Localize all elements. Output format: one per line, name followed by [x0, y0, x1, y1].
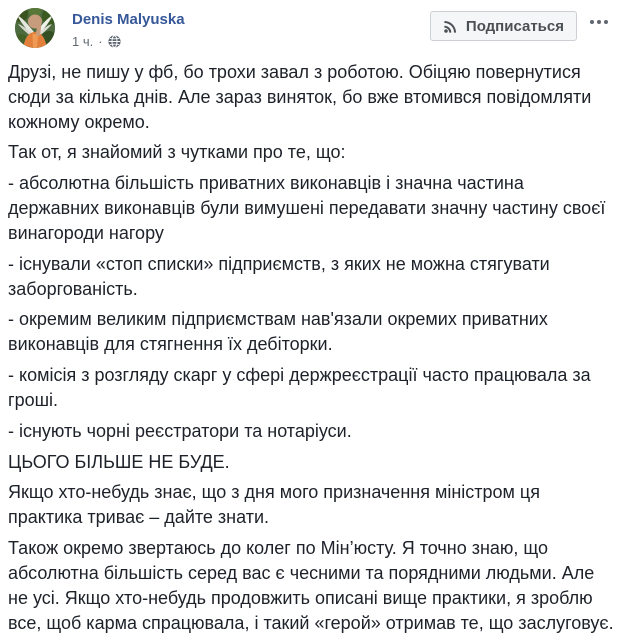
more-options-button[interactable]: [588, 11, 610, 33]
post-subline: [72, 34, 430, 49]
post-paragraph: - окремим великим підприємствам нав'язали окремих приватних виконавців для стягнення їх дебіторки.: [8, 309, 548, 355]
header-actions: [430, 8, 610, 41]
post-paragraph: Також окремо звертаюсь до колег по Мін’юсту. Я точно знаю, що абсолютна більшість серед вас є чесними та порядними людьми. Але не усі. Якщо хто-небудь продовжить описані вище практики, я зроблю все, щоб карма спрацювала, і такий «герой» отримав те, що заслуговує.: [8, 538, 614, 633]
post-paragraph: - існували «стоп списки» підприємств, з яких не можна стягувати заборгованість.: [8, 253, 550, 299]
timestamp[interactable]: 1 ч.: [72, 34, 94, 49]
post-paragraph: - комісія з розгляду скарг у сфері держреєстрації часто працювала за гроші.: [8, 365, 591, 410]
post-paragraph: Так от, я знайомий з чутками про те, що:: [8, 142, 346, 163]
post-header: [0, 0, 626, 49]
follow-button[interactable]: [430, 11, 577, 41]
post-content: [0, 49, 626, 635]
post-paragraph: - існують чорні реєстратори та нотаріуси.: [8, 420, 352, 441]
avatar-image: [15, 8, 55, 48]
post-paragraph: ЦЬОГО БІЛЬШЕ НЕ БУДЕ.: [8, 451, 230, 472]
avatar[interactable]: [15, 8, 55, 48]
author-link[interactable]: Denis Malyuska: [72, 11, 185, 28]
rss-icon: [443, 19, 458, 34]
ellipsis-icon: [590, 20, 594, 24]
follow-button-label: Подписаться: [465, 17, 564, 35]
post-paragraph: Друзі, не пишу у фб, бо трохи завал з роботою. Обіцяю повернутися сюди за кілька днів. Але зараз виняток, бо вже втомився повідомляти кожному окремо.: [8, 62, 592, 132]
post-meta: [72, 8, 430, 49]
separator-dot: ·: [98, 34, 103, 49]
post-paragraph: - абсолютна більшість приватних виконавців і значна частина державних виконавців були вимушені передавати значну частину своєї винагороди нагору: [8, 173, 606, 243]
globe-privacy-icon: [108, 35, 121, 48]
post-paragraph: Якщо хто-небудь знає, що з дня мого призначення міністром ця практика триває – дайте знати.: [8, 482, 540, 528]
